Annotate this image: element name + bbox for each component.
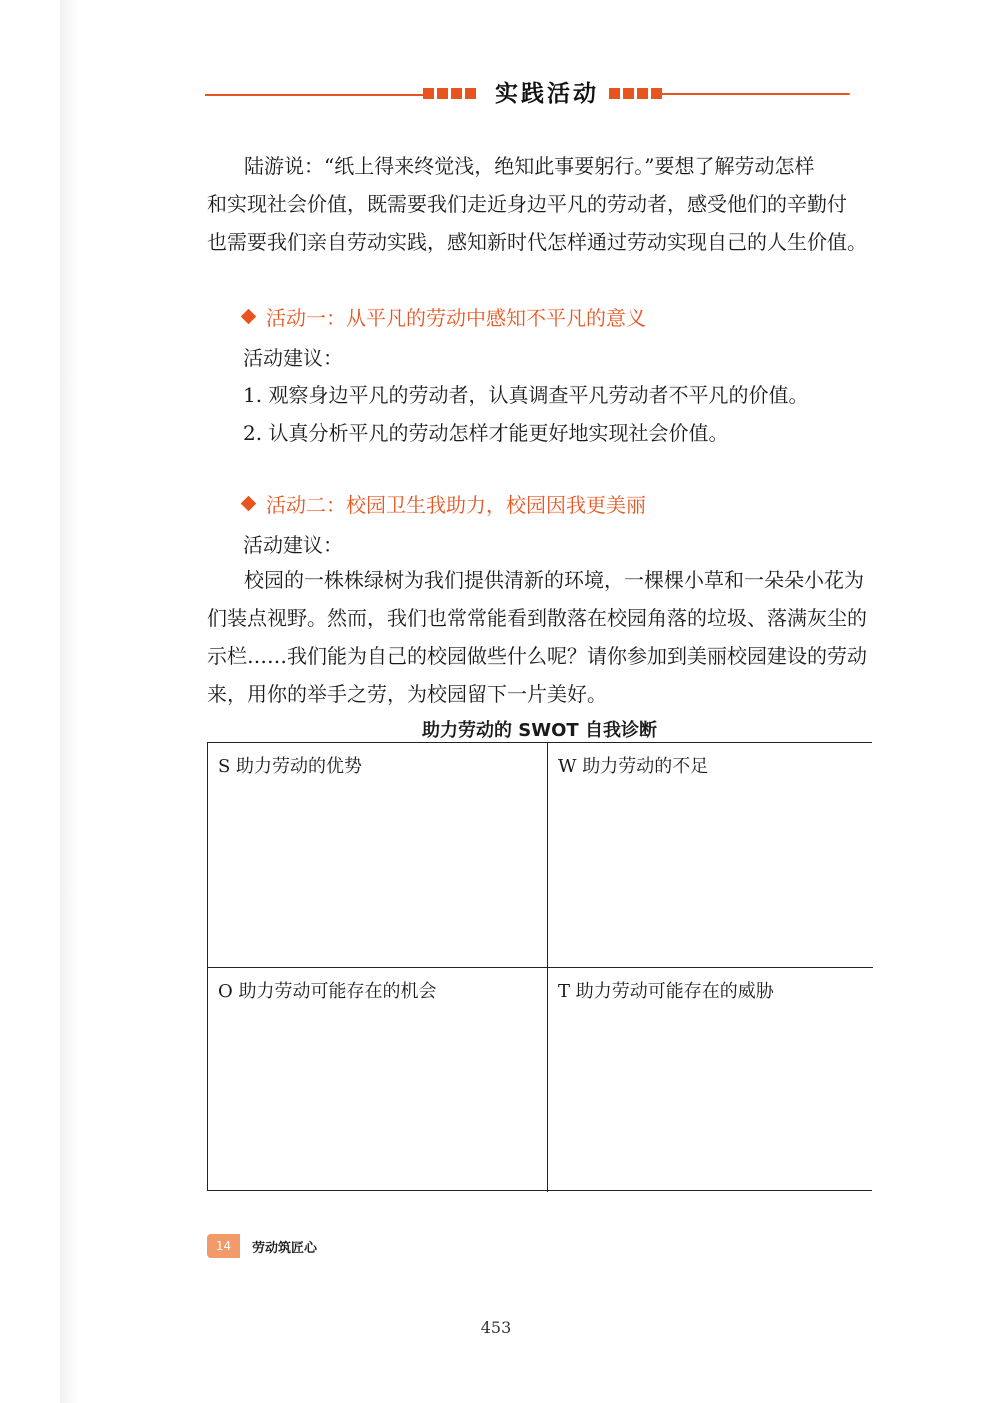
swot-table-title: 助力劳动的 SWOT 自我诊断	[422, 720, 657, 741]
activity2-paragraph	[207, 561, 872, 713]
swot-cell-weaknesses[interactable]	[548, 743, 873, 968]
activity2-heading	[243, 489, 646, 518]
activity1-suggest-label: 活动建议：	[243, 346, 343, 370]
header-squares-left	[423, 88, 476, 99]
swot-weaknesses-label: W 助力劳动的不足	[558, 756, 709, 777]
swot-cell-strengths[interactable]	[208, 743, 548, 968]
swot-threats-label: T 助力劳动可能存在的威胁	[558, 981, 774, 1002]
diamond-bullet-icon	[241, 309, 257, 325]
header-squares-right	[609, 88, 662, 99]
activity1-item: 2. 认真分析平凡的劳动怎样才能更好地实现社会价值。	[243, 421, 729, 445]
header-rule-right	[660, 93, 850, 95]
activity2-line: 校园的一株株绿树为我们提供清新的环境，一棵棵小草和一朵朵小花为	[244, 568, 864, 592]
scan-page-number: 453	[480, 1318, 512, 1337]
section-title: 实践活动	[495, 81, 599, 107]
intro-line: 陆游说：“纸上得来终觉浅，绝知此事要躬行。”要想了解劳动怎样	[244, 154, 815, 178]
header-rule-left	[205, 94, 423, 96]
activity2-line: 来，用你的举手之劳，为校园留下一片美好。	[207, 682, 607, 706]
activity1-title: 活动一：从平凡的劳动中感知不平凡的意义	[266, 306, 646, 330]
swot-strengths-label: S 助力劳动的优势	[218, 756, 363, 777]
activity2-line: 示栏……我们能为自己的校园做些什么呢？请你参加到美丽校园建设的劳动	[207, 644, 867, 668]
page-number-badge: 14	[207, 1234, 240, 1258]
book-title: 劳动筑匠心	[252, 1240, 318, 1256]
intro-line: 和实现社会价值，既需要我们走近身边平凡的劳动者，感受他们的辛勤付	[207, 192, 847, 216]
page-footer	[207, 1234, 317, 1258]
activity1-heading	[243, 302, 646, 331]
page-edge-shadow	[60, 0, 80, 1403]
section-header	[205, 78, 850, 112]
activity2-title: 活动二：校园卫生我助力，校园因我更美丽	[266, 493, 646, 517]
swot-cell-threats[interactable]	[548, 968, 873, 1192]
activity2-suggest-label: 活动建议：	[243, 533, 343, 557]
activity2-line: 们装点视野。然而，我们也常常能看到散落在校园角落的垃圾、落满灰尘的	[207, 606, 867, 630]
swot-cell-opportunities[interactable]	[208, 968, 548, 1192]
swot-opportunities-label: O 助力劳动可能存在的机会	[218, 981, 437, 1002]
activity1-item: 1. 观察身边平凡的劳动者，认真调查平凡劳动者不平凡的价值。	[243, 383, 809, 407]
diamond-bullet-icon	[241, 496, 257, 512]
intro-line: 也需要我们亲自劳动实践，感知新时代怎样通过劳动实现自己的人生价值。	[207, 230, 867, 254]
swot-table	[207, 742, 872, 1191]
intro-paragraph	[207, 147, 872, 261]
